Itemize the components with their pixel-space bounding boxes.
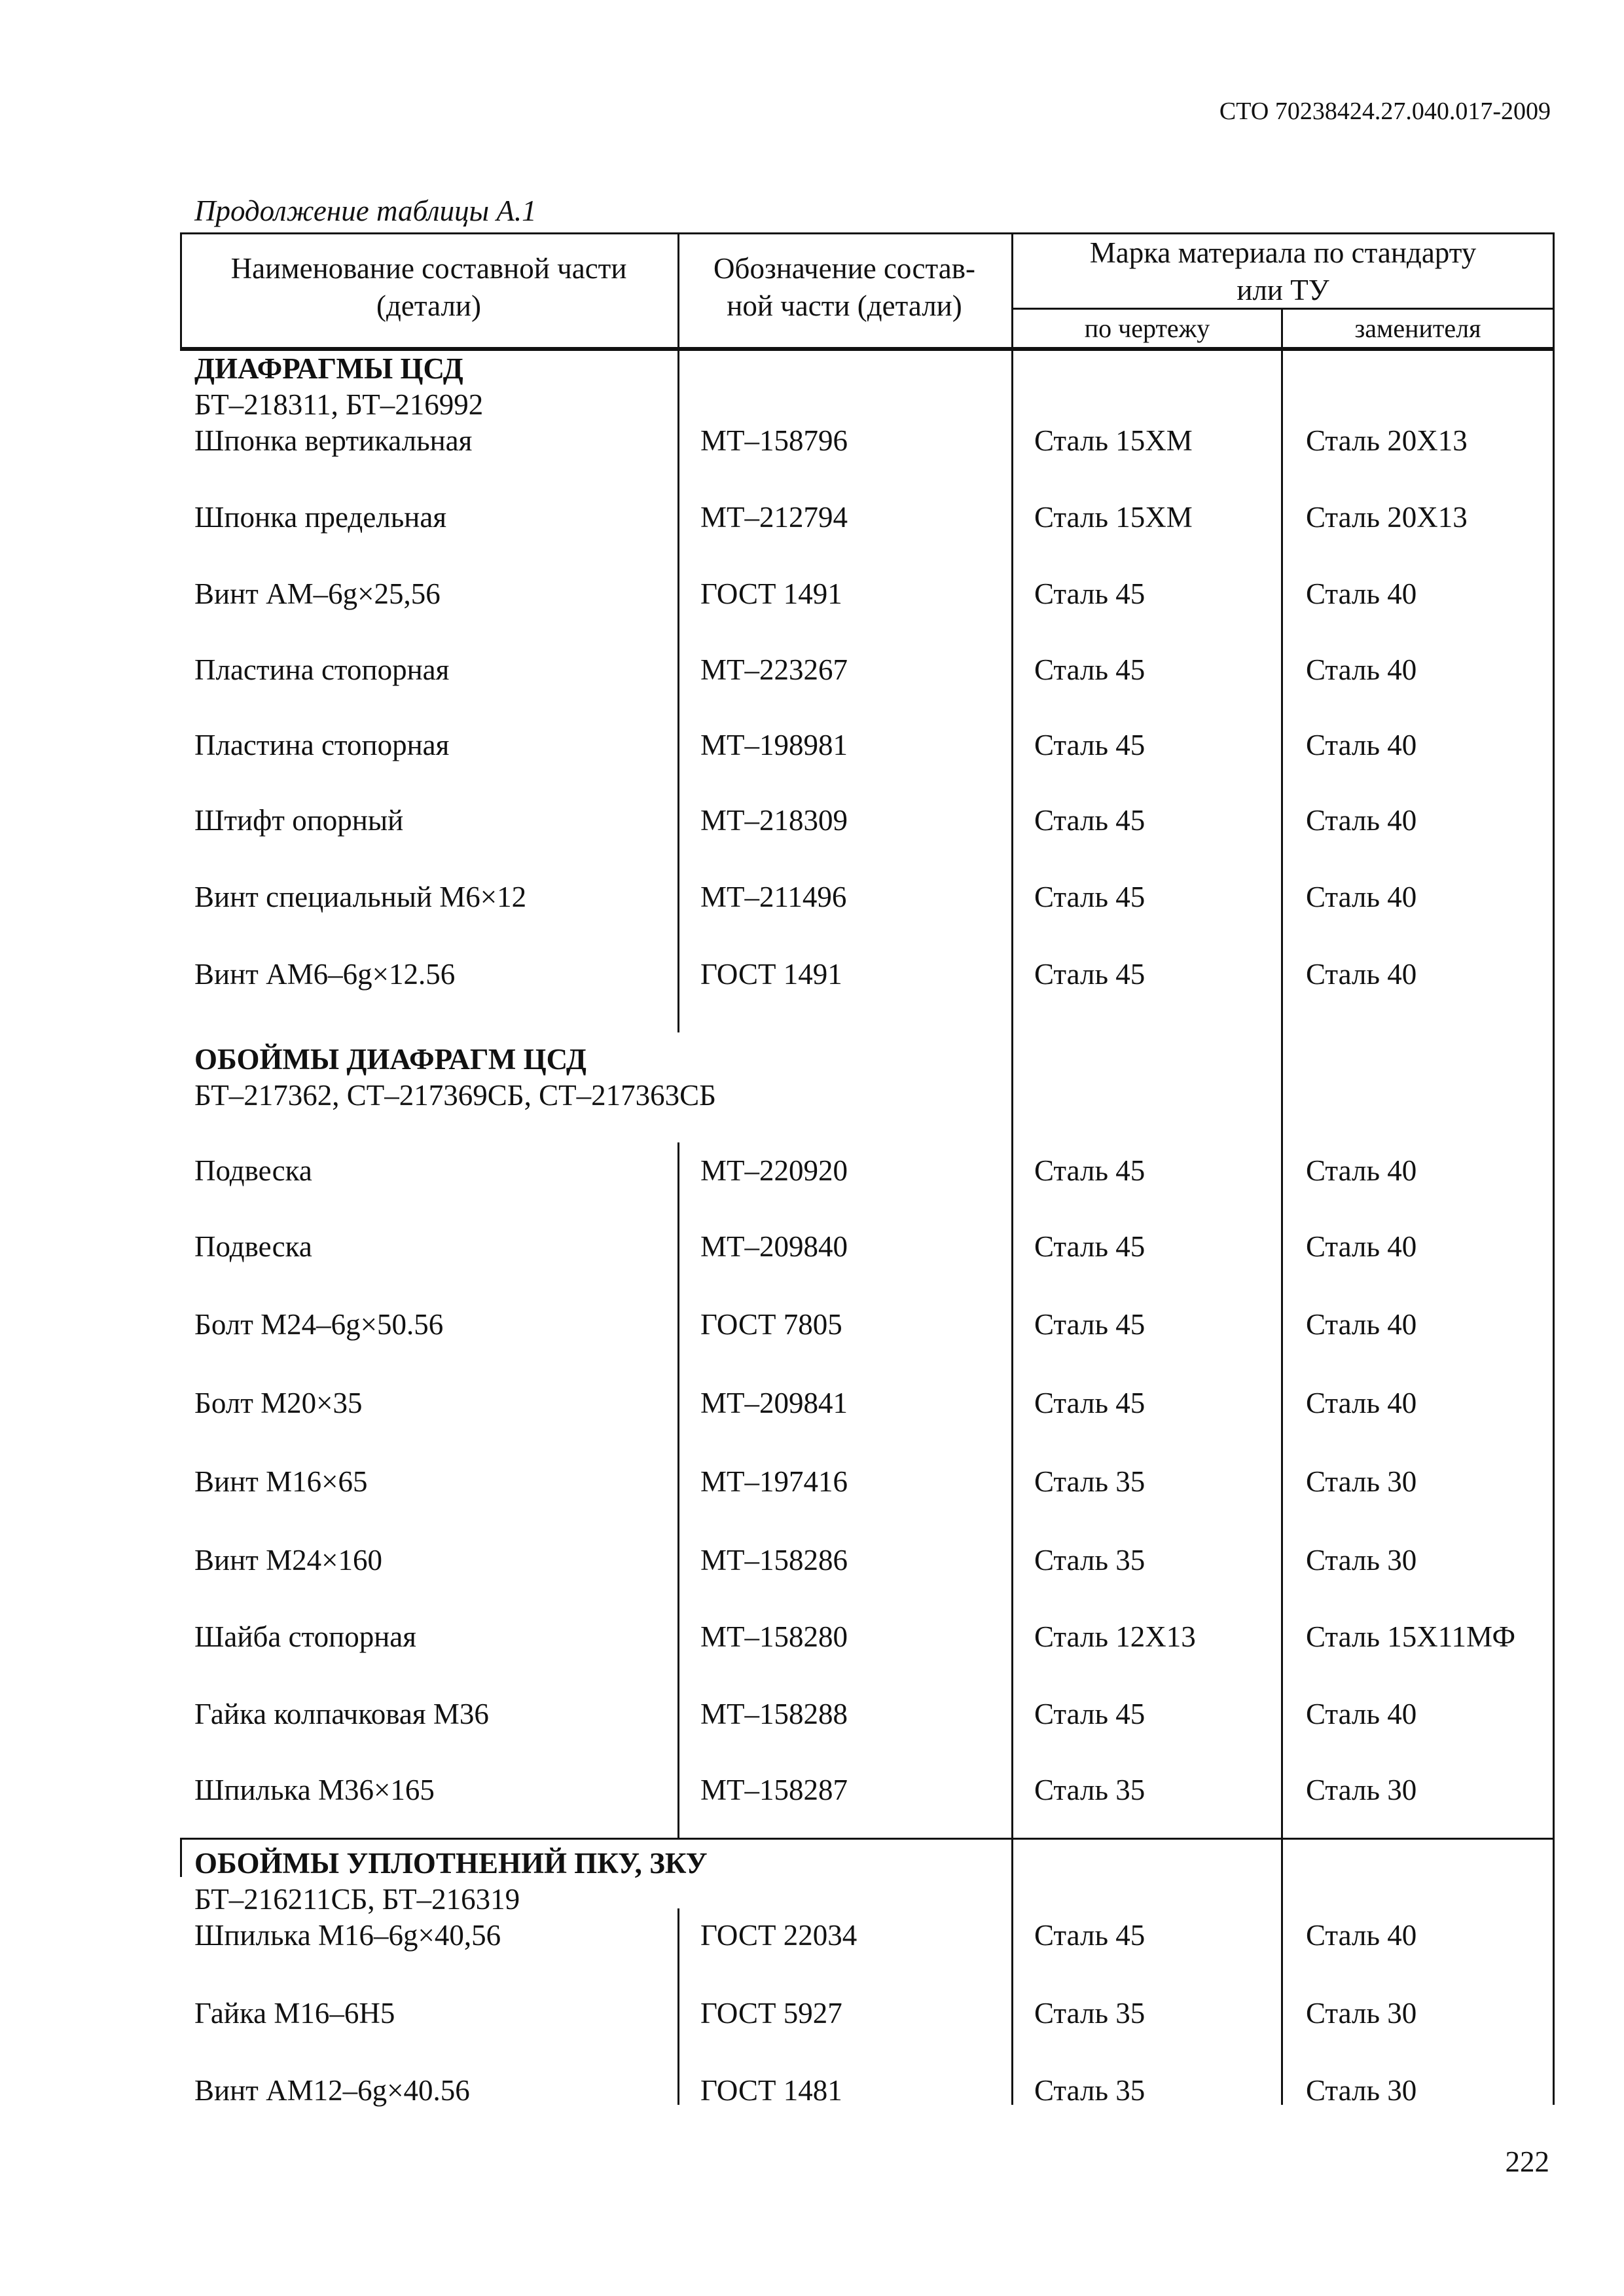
cell-by-drawing: Сталь 45 (1034, 729, 1146, 761)
section-subtitle: БТ–216211СБ, БТ–216319 (194, 1883, 520, 1916)
cell-by-drawing: Сталь 45 (1034, 653, 1146, 686)
cell-designation: МТ–158796 (700, 424, 848, 457)
cell-name: Шпилька М36×165 (194, 1774, 435, 1806)
cell-substitute: Сталь 40 (1306, 653, 1417, 686)
cell-designation: МТ–158288 (700, 1698, 848, 1730)
cell-substitute: Сталь 40 (1306, 958, 1417, 991)
cell-designation: МТ–209840 (700, 1230, 848, 1263)
cell-substitute: Сталь 40 (1306, 1154, 1417, 1187)
cell-designation: МТ–209841 (700, 1387, 848, 1419)
cell-name: Гайка колпачковая М36 (194, 1698, 489, 1730)
left-border-section3 (180, 1838, 182, 1877)
cell-name: Шпонка предельная (194, 501, 447, 534)
cell-designation: МТ–197416 (700, 1465, 848, 1498)
section-subtitle: БТ–218311, БТ–216992 (194, 388, 484, 421)
cell-substitute: Сталь 30 (1306, 2074, 1417, 2107)
cell-name: Винт М16×65 (194, 1465, 368, 1498)
cell-substitute: Сталь 20Х13 (1306, 424, 1468, 457)
cell-by-drawing: Сталь 45 (1034, 804, 1146, 837)
cell-by-drawing: Сталь 45 (1034, 1308, 1146, 1341)
cell-designation: ГОСТ 22034 (700, 1919, 857, 1952)
cell-name: Болт М20×35 (194, 1387, 363, 1419)
cell-name: Винт АМ–6g×25,56 (194, 577, 441, 610)
cell-designation: МТ–158286 (700, 1544, 848, 1576)
cell-substitute: Сталь 40 (1306, 881, 1417, 913)
col-divider-1a (677, 232, 679, 1032)
cell-substitute: Сталь 40 (1306, 1308, 1417, 1341)
cell-substitute: Сталь 30 (1306, 1774, 1417, 1806)
cell-designation: ГОСТ 5927 (700, 1997, 842, 2030)
col-divider-2 (1011, 232, 1013, 2105)
cell-by-drawing: Сталь 45 (1034, 1698, 1146, 1730)
cell-substitute: Сталь 40 (1306, 577, 1417, 610)
cell-by-drawing: Сталь 35 (1034, 1997, 1146, 2030)
cell-name: Подвеска (194, 1230, 312, 1263)
header-name: Наименование составной части (детали) (230, 252, 627, 322)
cell-by-drawing: Сталь 45 (1034, 881, 1146, 913)
cell-designation: МТ–158287 (700, 1774, 848, 1806)
cell-substitute: Сталь 40 (1306, 1919, 1417, 1952)
cell-by-drawing: Сталь 35 (1034, 1544, 1146, 1576)
cell-designation: ГОСТ 7805 (700, 1308, 842, 1341)
cell-name: Винт специальный М6×12 (194, 881, 527, 913)
cell-designation: ГОСТ 1491 (700, 577, 842, 610)
cell-substitute: Сталь 40 (1306, 1387, 1417, 1419)
cell-by-drawing: Сталь 45 (1034, 1230, 1146, 1263)
cell-designation: МТ–223267 (700, 653, 848, 686)
section-title: ОБОЙМЫ ДИАФРАГМ ЦСД (194, 1043, 586, 1076)
cell-designation: МТ–212794 (700, 501, 848, 534)
header-by-drawing: по чертежу (1084, 314, 1210, 343)
cell-by-drawing: Сталь 35 (1034, 2074, 1146, 2107)
cell-name: Штифт опорный (194, 804, 404, 837)
cell-name: Шпонка вертикальная (194, 424, 473, 457)
col-divider-1b (677, 1142, 679, 1840)
col-divider-1c (677, 1908, 679, 2105)
table-caption: Продолжение таблицы А.1 (194, 194, 537, 227)
cell-designation: МТ–158280 (700, 1620, 848, 1653)
cell-by-drawing: Сталь 45 (1034, 1154, 1146, 1187)
cell-by-drawing: Сталь 15ХМ (1034, 501, 1193, 534)
cell-name: Пластина стопорная (194, 729, 450, 761)
header-substitute: заменителя (1354, 314, 1481, 343)
cell-by-drawing: Сталь 45 (1034, 577, 1146, 610)
cell-designation: ГОСТ 1491 (700, 958, 842, 991)
cell-name: Винт М24×160 (194, 1544, 382, 1576)
cell-by-drawing: Сталь 45 (1034, 1919, 1146, 1952)
cell-substitute: Сталь 40 (1306, 804, 1417, 837)
cell-designation: МТ–211496 (700, 881, 847, 913)
header-material-group: Марка материала по стандарту или ТУ (1089, 236, 1477, 306)
cell-name: Винт АМ12–6g×40.56 (194, 2074, 470, 2107)
left-border-header (180, 232, 182, 350)
header-designation: Обозначение состав-ной части (детали) (713, 252, 975, 322)
cell-substitute: Сталь 20Х13 (1306, 501, 1468, 534)
section3-top-line (180, 1838, 1555, 1840)
cell-designation: МТ–198981 (700, 729, 848, 761)
cell-designation: МТ–220920 (700, 1154, 848, 1187)
cell-substitute: Сталь 15Х11МФ (1306, 1620, 1516, 1653)
cell-by-drawing: Сталь 45 (1034, 958, 1146, 991)
col-divider-3 (1281, 308, 1283, 2105)
cell-substitute: Сталь 30 (1306, 1465, 1417, 1498)
cell-by-drawing: Сталь 12Х13 (1034, 1620, 1196, 1653)
section-subtitle: БТ–217362, СТ–217369СБ, СТ–217363СБ (194, 1079, 716, 1112)
cell-name: Пластина стопорная (194, 653, 450, 686)
cell-by-drawing: Сталь 35 (1034, 1465, 1146, 1498)
cell-name: Подвеска (194, 1154, 312, 1187)
cell-substitute: Сталь 40 (1306, 729, 1417, 761)
cell-name: Винт АМ6–6g×12.56 (194, 958, 456, 991)
cell-name: Шпилька М16–6g×40,56 (194, 1919, 501, 1952)
cell-substitute: Сталь 40 (1306, 1230, 1417, 1263)
section-title: ДИАФРАГМЫ ЦСД (194, 352, 463, 385)
document-code: СТО 70238424.27.040.017-2009 (1219, 98, 1551, 125)
cell-substitute: Сталь 30 (1306, 1997, 1417, 2030)
cell-by-drawing: Сталь 35 (1034, 1774, 1146, 1806)
right-border (1553, 232, 1555, 2105)
section-title: ОБОЙМЫ УПЛОТНЕНИЙ ПКУ, ЗКУ (194, 1847, 708, 1880)
cell-substitute: Сталь 30 (1306, 1544, 1417, 1576)
cell-by-drawing: Сталь 45 (1034, 1387, 1146, 1419)
cell-designation: ГОСТ 1481 (700, 2074, 842, 2107)
page-number: 222 (1505, 2145, 1549, 2178)
cell-designation: МТ–218309 (700, 804, 848, 837)
cell-name: Гайка М16–6Н5 (194, 1997, 395, 2030)
cell-name: Шайба стопорная (194, 1620, 416, 1653)
cell-name: Болт М24–6g×50.56 (194, 1308, 444, 1341)
cell-substitute: Сталь 40 (1306, 1698, 1417, 1730)
cell-by-drawing: Сталь 15ХМ (1034, 424, 1193, 457)
